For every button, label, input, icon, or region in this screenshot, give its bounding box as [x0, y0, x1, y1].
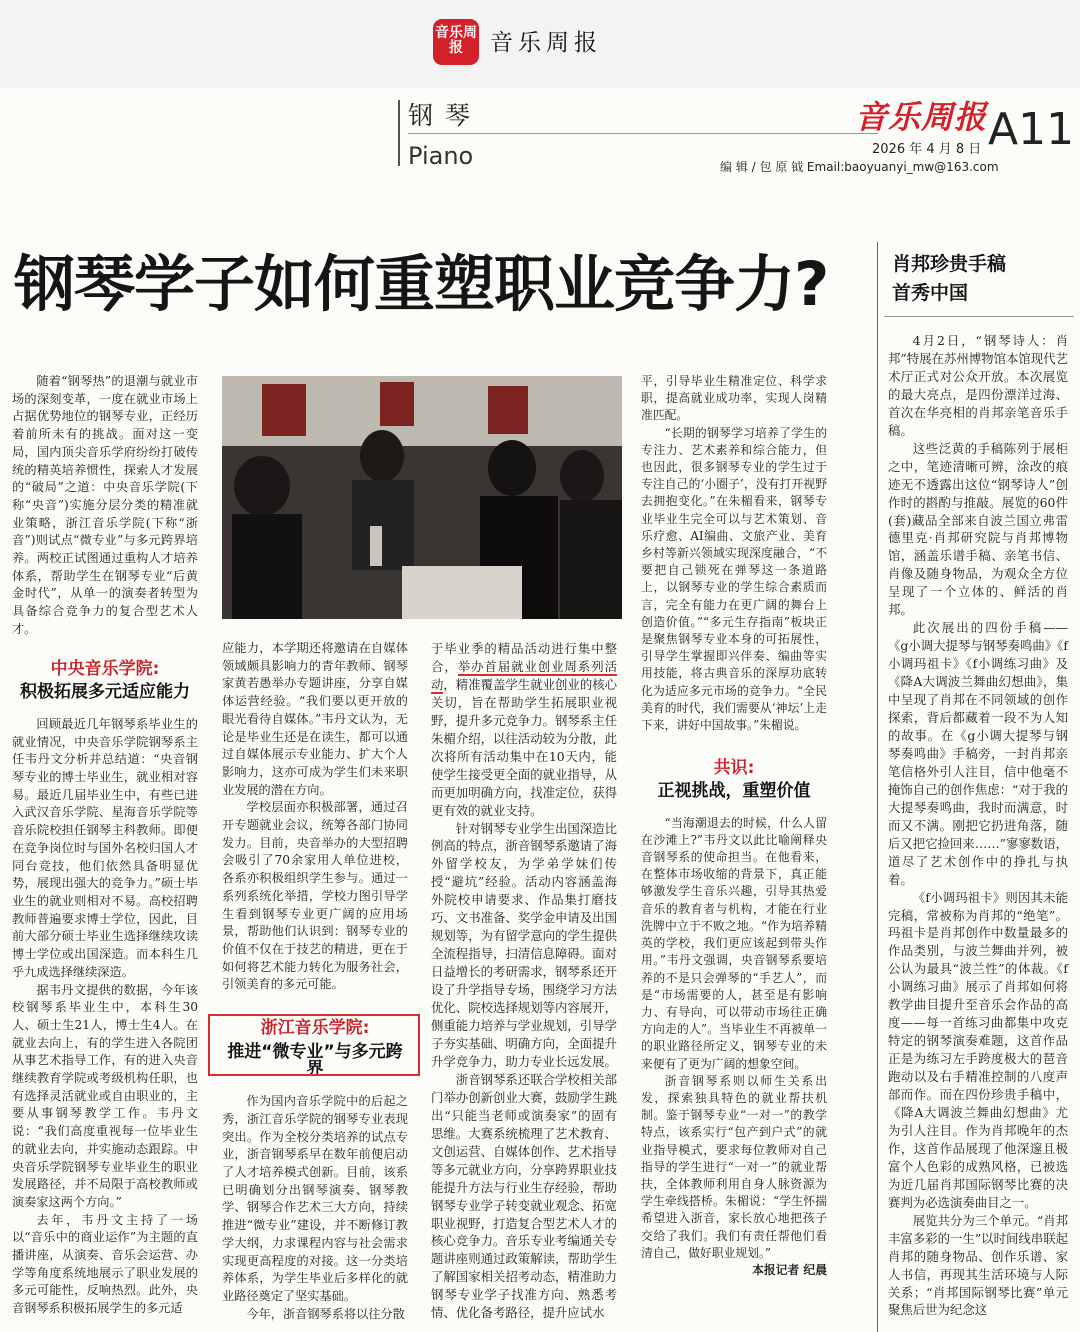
sidebar-title-rule [884, 316, 1074, 317]
paragraph: 浙音钢琴系还联合学校相关部门举办创新创业大赛，鼓励学生跳出“只能当老师或演奏家”的固有思维。大赛系统梳理了艺术教育、文创运营、自媒体创作、艺术指导等多元就业方向，分享跨界职业技能提升方法与行业生存经验，帮助钢琴专业学子转变就业观念、拓宽职业视野，打造复合型艺术人才的核心竞争力。音乐专业考编通关专题讲座则通过政策解读，帮助学生了解国家相关招考动态，精准助力钢琴专业学子找准方向、熟悉考情、优化备考路径，提升应试水 [431, 1071, 617, 1321]
section-underline [408, 133, 878, 134]
app-title: 音乐周报 [490, 30, 602, 56]
paragraph: 去年，韦丹文主持了一场以“音乐中的商业运作”为主题的直播讲座，从演奏、音乐会运营、办学等角度系统地展示了职业发展的多元可能性，反响热烈。此外，央音钢琴系积极拓展学生的多元适 [12, 1212, 198, 1316]
app-top-bar [0, 0, 1080, 88]
highlighted-text: 举办首届就业创业周系列活动 [431, 658, 618, 692]
section-divider [398, 100, 400, 166]
article-column-3 [431, 640, 617, 1322]
sidebar-headline-line: 肖邦珍贵手稿 [892, 253, 1007, 275]
sidebar-headline-line: 首秀中国 [892, 282, 969, 304]
sidebar-divider [877, 242, 878, 1332]
paragraph: 学校层面亦积极部署，通过召开专题就业会议，统筹各部门协同发力。目前，央音举办的大型招聘会吸引了70余家用人单位进校，各系亦积极组织学生参与。通过一系列系统化举措，学校力图引导学生看到钢琴专业更广阔的应用场景，帮助他们认识到：钢琴专业的价值不仅在于技艺的精进，更在于如何将艺术能力转化为服务社会，引领美育的多元可能。 [222, 800, 408, 992]
paragraph: “当海潮退去的时候，什么人留在沙滩上?”韦丹文以此比喻阐释央音钢琴系的使命担当。在他看来，在整体市场收缩的背景下，真正能够激发学生音乐兴趣，引导其热爱音乐的教育者与机构，才能在行业洗牌中立于不败之地。“作为培养精英的学校，我们更应该起到带头作用。”韦丹文强调，央音钢琴系要培养的不是只会弹琴的“手艺人”，而是“市场需要的人，甚至是有影响力、有导向，可以带动市场往正确方向走的人”。当毕业生不再被单一的职业路径所定义，钢琴专业的未来便有了更为广阔的想象空间。 [641, 815, 827, 1071]
article-headline: 钢琴学子如何重塑职业竞争力? [14, 249, 829, 320]
article-intro: 随着“钢琴热”的退潮与就业市场的深刻变革，一度在就业市场上占据优势地位的钢琴专业，正经历着前所未有的挑战。面对这一变局，国内顶尖音乐学府纷纷打破传统的精英培养惯性，探索人才发展的“破局”之道：中央音乐学院(下称“央音”)实施分层分类的精准就业策略，浙江音乐学院(下称“浙音”)则试点“微专业”与多元跨界培养。两校正试图通过重构人才培养体系，帮助学生在钢琴专业“后黄金时代”，从单一的演奏者转型为具备综合竞争力的复合型艺术人才。 [12, 374, 198, 636]
photo-illustration [222, 376, 622, 619]
paragraph: 作为国内音乐学院中的后起之秀，浙江音乐学院的钢琴专业表现突出。作为全校分类培养的试点专业，浙音钢琴系早在数年前便启动了人才培养模式创新。目前，该系已明确划分出钢琴演奏、钢琴教学、钢琴合作艺术三大方向，持续推进“微专业”建设，并不断修订教学大纲，力求课程内容与社会需求实现更高程度的对接。这一分类培养体系，为学生毕业后多样化的就业路径奠定了坚实基础。 [222, 1094, 408, 1303]
article-column-4 [641, 373, 827, 1279]
text-run: ，精准覆盖学生就业创业的核心关切，旨在帮助学生拓展职业视野，提升多元竞争力。钢琴系主任朱楣介绍，以往活动较为分散，此次将所有活动集中在10天内，能使学生接受更全面的就业指导，从而更加明确方向，找准定位，获得更有效的就业支持。 [431, 676, 618, 818]
sidebar-headline [892, 250, 1006, 308]
article-column-1 [12, 373, 198, 1318]
subheading-title: 推进“微专业”与多元跨界 [227, 1041, 403, 1080]
paragraph: 针对钢琴专业学生出国深造比例高的特点，浙音钢琴系邀请了海外留学校友，为学弟学妹们传授“避坑”经验。活动内容涵盖海外院校申请要求、作品集打磨技巧、文书准备、奖学金申请及出国规划等，为有留学意向的学生提供全流程指导，扫清信息障碍。面对日益增长的考研需求，钢琴系还开设了升学指导专场，围绕学习方法优化、院校选择规划等内容展开，侧重能力培养与学业规划，引导学子夯实基础、明确方向，全面提升升学竞争力，助力专业长远发展。 [431, 820, 617, 1069]
paragraph: 今年，浙音钢琴系将以往分散 [246, 1306, 405, 1321]
text-run: 于毕业季的精品活动进行集中整合， [431, 641, 617, 674]
paragraph [431, 640, 617, 820]
subheading-label: 浙江音乐学院: [260, 1018, 370, 1039]
paragraph: 展览共分为三个单元。“肖邦丰富多彩的一生”以时间线串联起肖邦的随身物品、创作乐谱、家人书信，再现其生活环境与人际关系；“肖邦国际钢琴比赛”单元聚焦后世为纪念这 [888, 1212, 1068, 1318]
sidebar-article [888, 332, 1068, 1319]
highlight-box [208, 1014, 420, 1076]
paragraph: 这些泛黄的手稿陈列于展柜之中，笔迹清晰可辨，涂改的痕迹无不透露出这位“钢琴诗人”创作时的斟酌与推敲。展览的60件(套)藏品全部来自波兰国立弗雷德里克·肖邦研究院与肖邦博物馆，涵盖乐谱手稿、亲笔书信、肖像及随身物品，为观众全方位呈现了一个立体的、鲜活的肖邦。 [888, 440, 1068, 618]
paragraph: 《f小调玛祖卡》则因其未能完稿，常被称为肖邦的“绝笔”。玛祖卡是肖邦创作中数量最多的作品类别，与波兰舞曲并列，被公认为最具“波兰性”的体裁。《f小调练习曲》展示了肖邦如何将教学曲目提升至音乐会作品的高度——每一首练习曲都集中攻克特定的钢琴演奏难题，这首作品正是为练习左手跨度极大的琶音跑动以及右手精准控制的八度声部而作。而在四份珍贵手稿中，《降A大调波兰舞曲幻想曲》尤为引人注目。作为肖邦晚年的杰作，这首作品展现了他深邃且极富个人色彩的成熟风格，已被选为近几届肖邦国际钢琴比赛的决赛判为必选演奏曲目之一。 [888, 889, 1068, 1210]
issue-date: 2026 年 4 月 8 日 [872, 142, 982, 157]
article-photo [222, 376, 622, 619]
article-column-2 [222, 640, 408, 1323]
paragraph: 据韦丹文提供的数据，今年该校钢琴系毕业生中，本科生30人、硕士生21人，博士生4人。在就业去向上，有的学生进入各院团从事艺术指导工作，有的进入央音继续教育学院或考级机构任职，也有选择灵活就业或自由职业的，主要从事钢琴教学工作。韦丹文说：“我们高度重视每一位毕业生的就业去向，并实施动态跟踪。中央音乐学院钢琴专业毕业生的职业发展路径，并不局限于高校教师或演奏家这两个方向。” [12, 982, 198, 1209]
subheading-ccom [12, 658, 198, 703]
section-label: 钢琴 [408, 101, 483, 130]
subheading-label: 中央音乐学院: [50, 658, 160, 679]
paragraph: 4月2日，“钢琴诗人：肖邦”特展在苏州博物馆本馆现代艺术厅正式对公众开放。本次展览的最大亮点，是四份漂洋过海、首次在华亮相的肖邦亲笔音乐手稿。 [888, 333, 1068, 438]
editor-credit: 编 辑 / 包 原 钺 Email:baoyuanyi_mw@163.com [720, 160, 999, 174]
subheading-title: 正视挑战，重塑价值 [657, 781, 811, 802]
subheading-consensus [641, 760, 827, 800]
paragraph: 应能力，本学期还将邀请在自媒体领域颇具影响力的青年教师、钢琴家黄若愚举办专题讲座，分享自媒体运营经验。“我们要以更开放的眼光看待自媒体。”韦丹文认为，无论是毕业生还是在读生，都可以通过自媒体展示专业能力、扩大个人影响力，这亦可成为学生们未来职业发展的潜在方向。 [222, 641, 408, 797]
paragraph: 浙音钢琴系则以师生关系出发，探索独具特色的就业帮扶机制。鉴于钢琴专业“一对一”的教学特点，该系实行“包产到户式”的就业指导模式，要求每位教师对自己指导的学生进行“一对一”的就业帮扶，全体教师利用自身人脉资源为学生牵线搭桥。朱楣说：“学生怀揣希望进入浙音，家长放心地把孩子交给了我们。我们有责任帮他们看清自己，做好职业规划。” [641, 1073, 827, 1260]
subheading-title: 积极拓展多元适应能力 [20, 682, 190, 703]
subheading-label: 共识: [713, 758, 755, 779]
paragraph: 此次展出的四份手稿——《g小调大提琴与钢琴奏鸣曲》《f小调玛祖卡》《f小调练习曲》及《降A大调波兰舞曲幻想曲》，集中呈现了肖邦在不同领域的创作探索，背后都藏着一段不为人知的故事。在《g小调大提琴与钢琴奏鸣曲》手稿旁，一封肖邦亲笔信格外引人注目，信中他毫不掩饰自己的创作焦虑：“对于我的大提琴奏鸣曲，我时而满意，时而又不满。刚把它扔进角落，随后又把它捡回来……”寥寥数语，道尽了艺术创作中的挣扎与执着。 [888, 620, 1068, 887]
paragraph: “长期的钢琴学习培养了学生的专注力、艺术素养和综合能力，但也因此，很多钢琴专业的学生过于专注自己的‘小圈子’，没有打开视野去拥抱变化。”在朱楣看来，钢琴专业毕业生完全可以与艺术策划、音乐疗愈、AI编曲、文旅产业、美育乡村等新兴领域实现深度融合，“不要把自己锁死在弹琴这一条道路上，以钢琴专业的学生综合素质而言，完全有能力在更广阔的舞台上创造价值。”“多元生存指南”板块正是聚焦钢琴专业本身的可拓展性，引导学生掌握即兴伴奏、编曲等实用技能，将古典音乐的深厚功底转化为适应多元市场的竞争力。“全民美育的时代，我们需要从‘神坛’上走下来，讲好中国故事。”朱楣说。 [641, 425, 827, 733]
paragraph: 平，引导毕业生精准定位、科学求职，提高就业成功率，实现人岗精准匹配。 [641, 374, 827, 423]
page-number: A11 [988, 104, 1075, 155]
masthead-logo: 音乐周报 [855, 98, 988, 136]
paragraph: 回顾最近几年钢琴系毕业生的就业情况，中央音乐学院钢琴系主任韦丹文分析并总结道：“央音钢琴专业的博士毕业生，就业相对容易。最近几届毕业生中，有些已进入武汉音乐学院、星海音乐学院等音乐院校担任钢琴主科教师。即便在竞争岗位时与国外名校归国人才同台竞技，他们依然具备明显优势，展现出强大的竞争力。”硕士毕业生的就业则相对不易。高校招聘教师普遍要求博士学位，因此，目前大部分硕士毕业生选择继续攻读博士学位或出国深造。而本科生几乎九成选择继续深造。 [12, 716, 198, 979]
section-label-english: Piano [408, 142, 474, 170]
article-byline: 本报记者 纪晨 [752, 1262, 827, 1277]
app-logo[interactable]: 音乐周报 [433, 19, 479, 65]
